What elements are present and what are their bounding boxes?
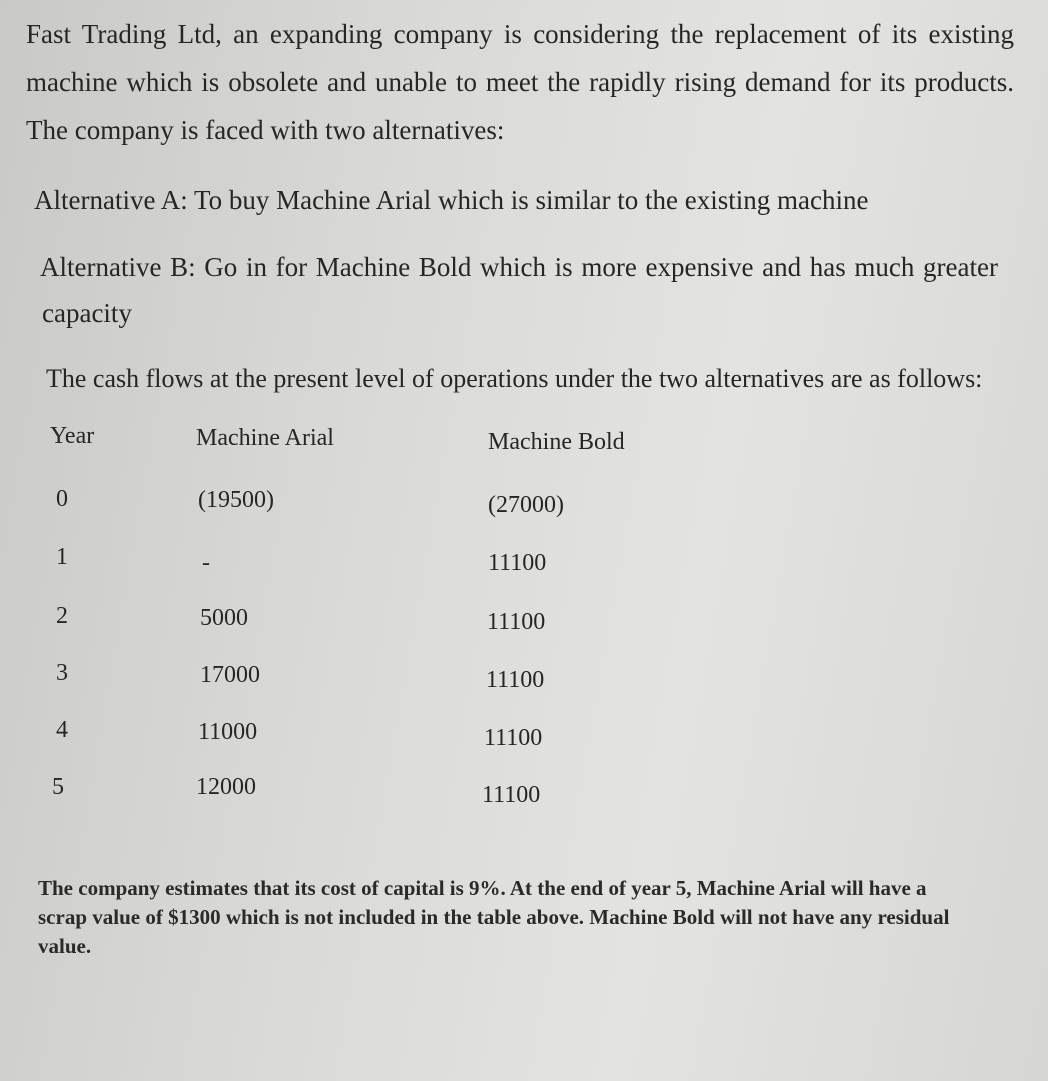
alternative-b-line-2: capacity [42,298,132,328]
alternative-a: Alternative A: To buy Machine Arial which is similar to the existing machine [34,185,869,215]
table-row-0-year: 0 [56,486,68,512]
table-intro: The cash flows at the present level of operations under the two alternatives are as follows: [46,364,983,393]
table-row-3-arial: 17000 [200,662,260,688]
header-year: Year [50,423,95,449]
table-row-5-arial: 12000 [196,774,256,800]
header-machine-bold: Machine Bold [488,429,625,455]
table-row-2-arial: 5000 [200,605,248,631]
table-row-2-bold: 11100 [487,609,546,635]
table-row-4-arial: 11000 [198,719,258,745]
table-row-3-bold: 11100 [486,667,545,693]
table-row-0-bold: (27000) [488,492,564,518]
table-row-2-year: 2 [56,603,68,629]
table-row-1-arial: - [202,550,210,576]
table-row-4-year: 4 [56,717,68,743]
alternative-b-line-1: Alternative B: Go in for Machine Bold which is more expensive and has much greater [40,252,998,282]
table-row-1-year: 1 [56,544,68,570]
table-row-4-bold: 11100 [484,725,543,751]
table-row-1-bold: 11100 [488,550,547,576]
table-row-5-bold: 11100 [482,782,541,808]
cost-of-capital-note: The company estimates that its cost of capital is 9%. At the end of year 5, Machine Arial will have a scrap value of $1300 which is not included in the table above. Machine Bold will not have any residual value. [38,876,950,958]
table-row-0-arial: (19500) [198,487,274,513]
table-row-5-year: 5 [52,774,64,800]
header-machine-arial: Machine Arial [196,425,334,451]
table-row-3-year: 3 [56,660,68,686]
intro-paragraph: Fast Trading Ltd, an expanding company is considering the replacement of its existing machine which is obsolete and unable to meet the rapidly rising demand for its products. The company is faced with two alternatives: [26,19,1014,145]
